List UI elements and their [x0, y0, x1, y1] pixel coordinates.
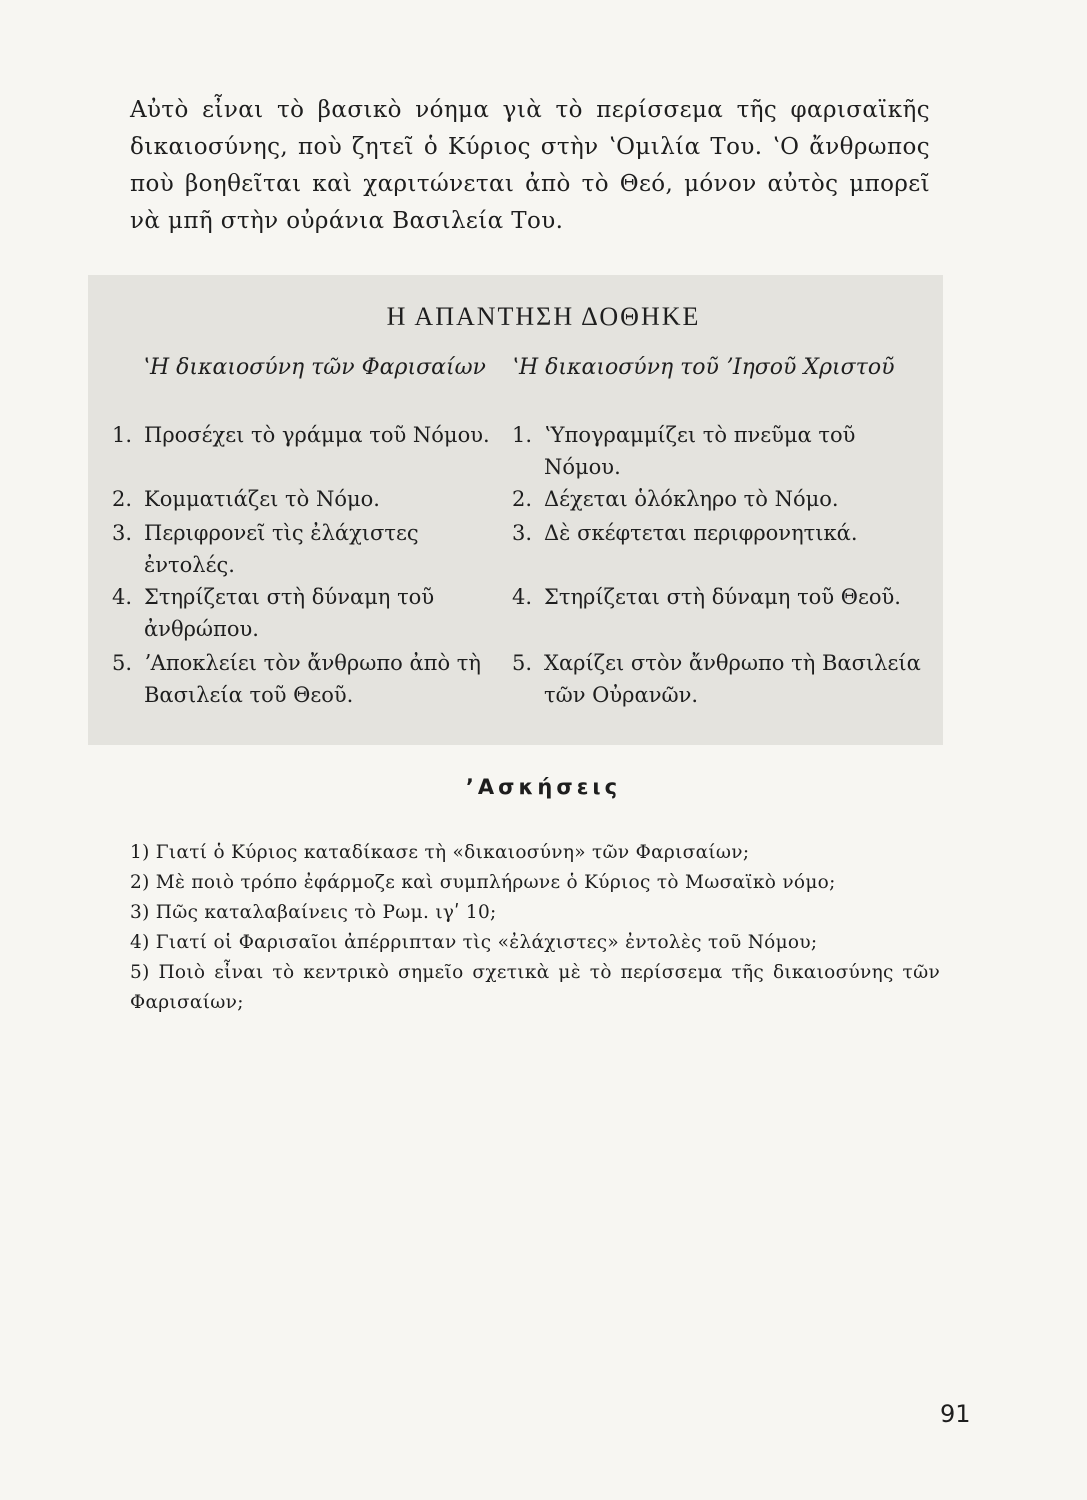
item-text: ʼΑποκλείει τὸν ἄνθρωπο ἀπὸ τὴ Βασιλεία τοῦ Θεοῦ. [144, 651, 482, 707]
item-number: 3. [112, 521, 133, 545]
exercise-item: 1) Γιατί ὁ Κύριος καταδίκασε τὴ «δικαιοσύνη» τῶν Φαρισαίων; [130, 842, 750, 863]
item-number: 4. [112, 585, 133, 609]
item-text: Στηρίζεται στὴ δύναμη τοῦ ἀνθρώπου. [144, 585, 435, 641]
item-number: 1. [112, 423, 133, 447]
exercise-item: 5) Ποιὸ εἶναι τὸ κεντρικὸ σημεῖο σχετικὰ μὲ τὸ περίσσεμα τῆς δικαιοσύνης τῶν Φαρισαίων; [130, 962, 940, 1013]
intro-paragraph: Αὐτὸ εἶναι τὸ βασικὸ νόημα γιὰ τὸ περίσσεμα τῆς φαρισαϊκῆς δικαιοσύνης, ποὺ ζητεῖ ὁ Κύριος στὴν ʽΟμιλία Του. ʽΟ ἄνθρωπος ποὺ βοηθεῖται καὶ χαριτώνεται ἀπὸ τὸ Θεό, μόνον αὐτὸς μπορεῖ νὰ μπῆ στὴν οὐράνια Βασιλεία Του. [130, 97, 930, 234]
item-number: 2. [512, 487, 533, 511]
exercise-item: 2) Μὲ ποιὸ τρόπο ἐφάρμοζε καὶ συμπλήρωνε ὁ Κύριος τὸ Μωσαϊκὸ νόμο; [130, 872, 836, 893]
christ-column-heading: ʽΗ δικαιοσύνη τοῦ ʼΙησοῦ Χριστοῦ [512, 355, 895, 380]
pharisees-column-heading: ʽΗ δικαιοσύνη τῶν Φαρισαίων [143, 355, 486, 380]
exercise-item: 4) Γιατί οἱ Φαρισαῖοι ἀπέρριπταν τὶς «ἐλάχιστες» ἐντολὲς τοῦ Νόμου; [130, 932, 818, 953]
exercises-title: ʼΑσκήσεις [465, 775, 622, 799]
item-text: Στηρίζεται στὴ δύναμη τοῦ Θεοῦ. [544, 585, 901, 609]
exercises-list [130, 838, 940, 1018]
item-number: 5. [512, 651, 533, 675]
item-number: 5. [112, 651, 133, 675]
answer-title: Η ΑΠΑΝΤΗΣΗ ΔΟΘΗΚΕ [386, 302, 701, 331]
item-text: Κομματιάζει τὸ Νόμο. [144, 487, 380, 511]
page-number: 91 [940, 1400, 971, 1428]
item-text: Προσέχει τὸ γράμμα τοῦ Νόμου. [144, 423, 490, 447]
item-number: 1. [512, 423, 533, 447]
item-text: Χαρίζει στὸν ἄνθρωπο τὴ Βασιλεία τῶν Οὐρανῶν. [544, 651, 921, 707]
item-number: 3. [512, 521, 533, 545]
item-number: 4. [512, 585, 533, 609]
item-number: 2. [112, 487, 133, 511]
item-text: ʽΥπογραμμίζει τὸ πνεῦμα τοῦ Νόμου. [544, 423, 856, 479]
exercise-item: 3) Πῶς καταλαβαίνεις τὸ Ρωμ. ιγʹ 10; [130, 902, 497, 923]
item-text: Περιφρονεῖ τὶς ἐλάχιστες ἐντολές. [144, 521, 419, 577]
item-text: Δέχεται ὁλόκληρο τὸ Νόμο. [544, 487, 839, 511]
item-text: Δὲ σκέφτεται περιφρονητικά. [544, 521, 858, 545]
